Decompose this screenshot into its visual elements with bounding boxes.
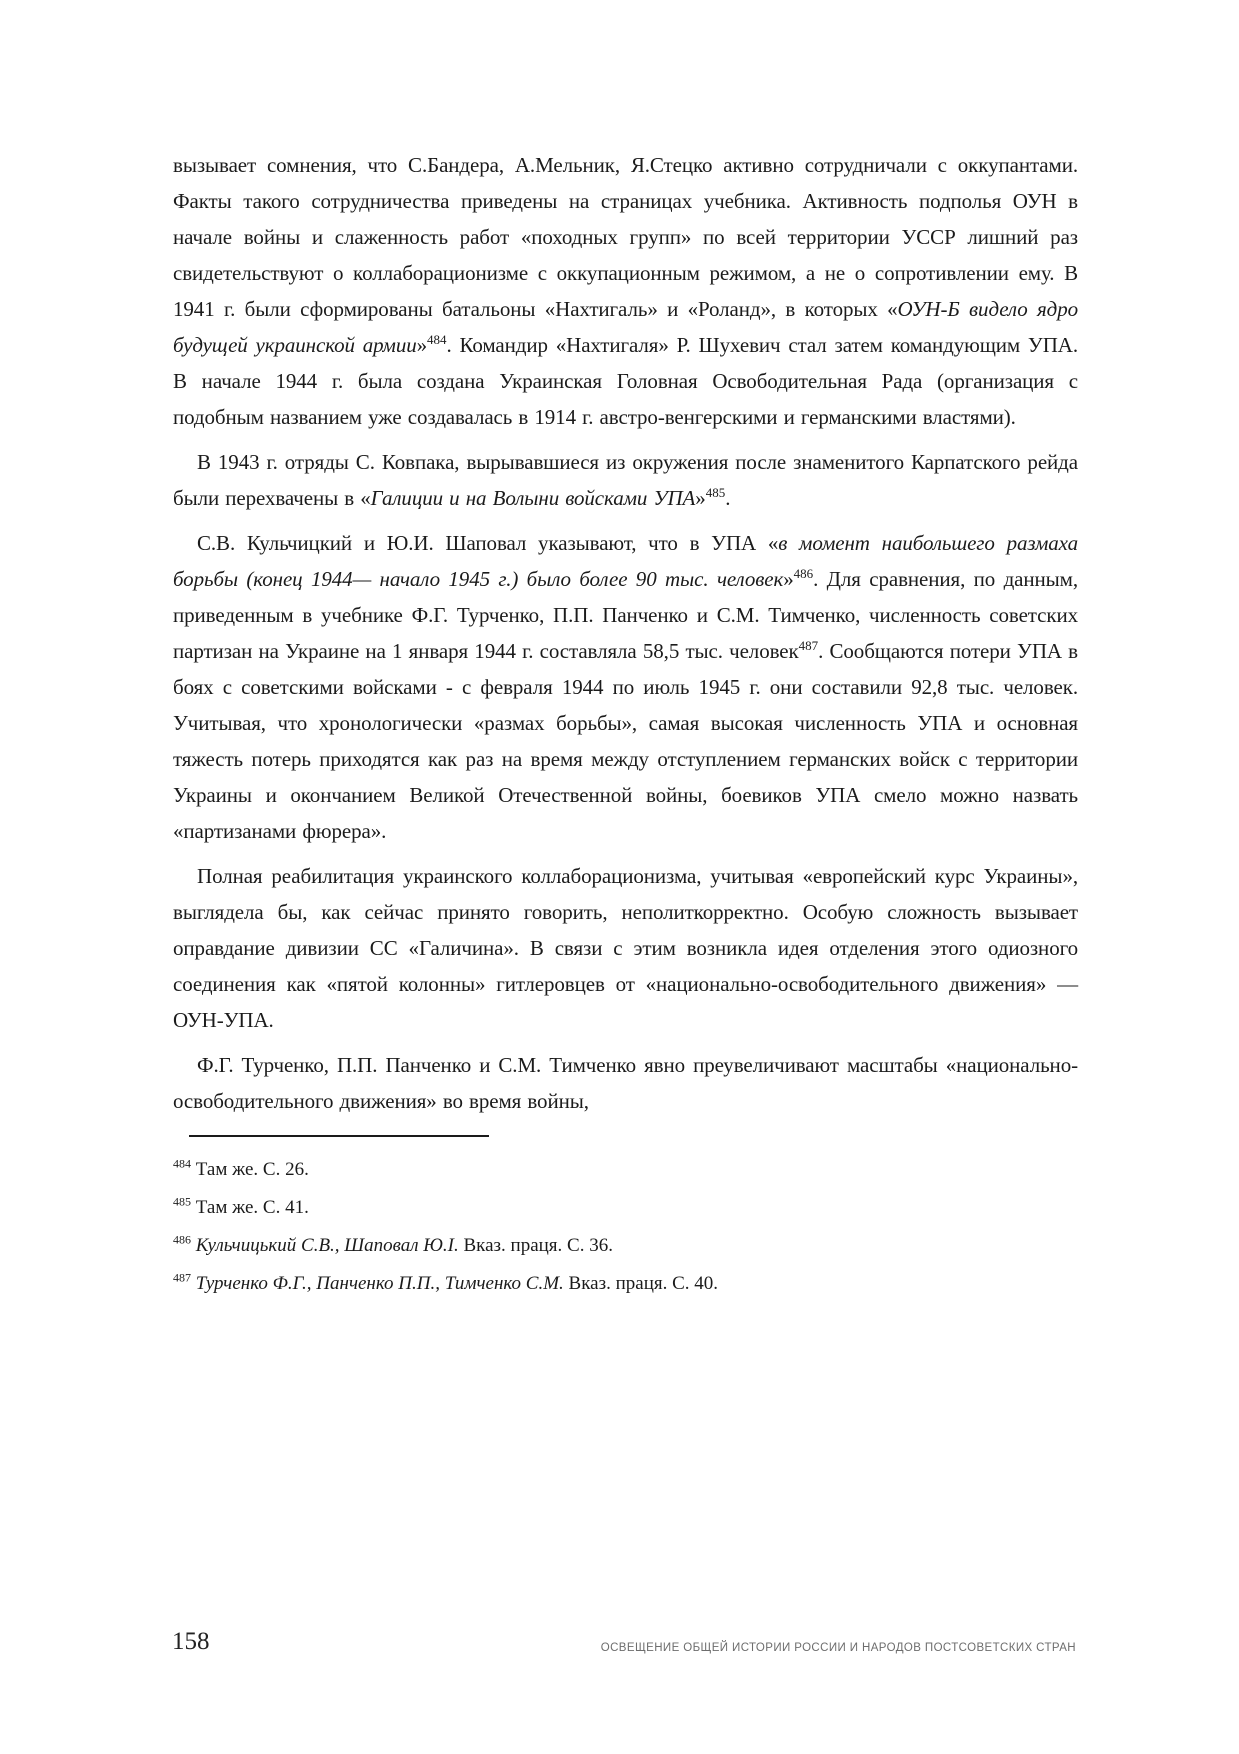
text-segment: Кульчицький С.В., Шаповал Ю.І. (195, 1235, 459, 1256)
text-segment: Там же. С. 41. (191, 1197, 309, 1218)
footnote-number: 486 (173, 1232, 191, 1247)
text-segment: Полная реабилитация украинского коллаборационизма, учитывая «европейский курс Украины», выглядела бы, как сейчас принято говорить, неполиткорректно. Особую сложность вызывает оправдание дивизии СС «Галичина». В связи с этим возникла идея отделения этого одиозного соединения как «пятой колонны» гитлеровцев от «национально-освободительного движения» — ОУН-УПА. (173, 864, 1078, 1032)
text-segment: в момент наибольшего размаха борьбы (конец 1944— начало 1945 г.) было более 90 тыс. человек (173, 531, 1078, 591)
footnote (173, 1265, 1078, 1303)
text-segment: Ф.Г. Турченко, П.П. Панченко и С.М. Тимченко явно преувеличивают масштабы «национально-освободительного движения» во время войны, (173, 1053, 1078, 1113)
paragraph (173, 1047, 1078, 1119)
footnote-number: 485 (173, 1194, 191, 1209)
text-segment: . (725, 486, 731, 510)
paragraph (173, 858, 1078, 1038)
footnote (173, 1227, 1078, 1265)
text-segment: Там же. С. 26. (191, 1159, 309, 1180)
text-segment: Вказ. праця. С. 36. (458, 1235, 613, 1256)
body-paragraphs (173, 147, 1078, 1119)
footnote-number: 487 (173, 1270, 191, 1285)
footnote-ref: 486 (793, 566, 814, 581)
paragraph (173, 444, 1078, 516)
running-footer: ОСВЕЩЕНИЕ ОБЩЕЙ ИСТОРИИ РОССИИ И НАРОДОВ ПОСТСОВЕТСКИХ СТРАН (600, 1642, 1076, 1654)
footnote-ref: 484 (427, 332, 447, 347)
text-segment: . Для сравнения, по данным, приведенным в учебнике Ф.Г. Турченко, П.П. Панченко и С.М. Тимченко, численность советских партизан на Украине на 1 января 1944 г. составляла 58,5 тыс. человек (173, 567, 1078, 663)
text-segment: Галиции и на Волыни войсками УПА (370, 486, 696, 510)
footnote (173, 1189, 1078, 1227)
page-body (173, 147, 1078, 1303)
footnotes-block (173, 1151, 1078, 1303)
text-segment: » (695, 486, 706, 510)
text-segment: С.В. Кульчицкий и Ю.И. Шаповал указывают, что в УПА « (197, 531, 779, 555)
text-segment: ОУН-Б видело ядро будущей украинской армии (173, 297, 1078, 357)
text-segment: Турченко Ф.Г., Панченко П.П., Тимченко С.М. (195, 1273, 564, 1294)
text-segment: » (783, 567, 794, 591)
footnote-ref: 487 (798, 638, 819, 653)
footnote-separator (189, 1135, 489, 1137)
footnote (173, 1151, 1078, 1189)
footnote-number: 484 (173, 1156, 191, 1171)
text-segment: . Командир «Нахтигаля» Р. Шухевич стал затем командующим УПА. В начале 1944 г. была создана Украинская Головная Освободительная Рада (организация с подобным названием уже создавалась в 1914 г. австро-венгерскими и германскими властями). (173, 333, 1078, 429)
page-number: 158 (172, 1628, 210, 1655)
text-segment: вызывает сомнения, что С.Бандера, А.Мельник, Я.Стецко активно сотрудничали с оккупантами. Факты такого сотрудничества приведены на страницах учебника. Активность подполья ОУН в начале войны и слаженность работ «походных групп» по всей территории УССР лишний раз свидетельствуют о коллаборационизме с оккупационным режимом, а не о сопротивлении ему. В 1941 г. были сформированы батальоны «Нахтигаль» и «Роланд», в которых « (173, 153, 1078, 321)
text-segment: В 1943 г. отряды С. Ковпака, вырывавшиеся из окружения после знаменитого Карпатского рейда были перехвачены в « (173, 450, 1078, 510)
text-segment: . Сообщаются потери УПА в боях с советскими войсками - с февраля 1944 по июль 1945 г. они составили 92,8 тыс. человек. Учитывая, что хронологически «размах борьбы», самая высокая численность УПА и основная тяжесть потерь приходятся как раз на время между отступлением германских войск с территории Украины и окончанием Великой Отечественной войны, боевиков УПА смело можно назвать «партизанами фюрера». (173, 639, 1078, 843)
footnote-ref: 485 (705, 485, 726, 500)
text-segment: Вказ. праця. С. 40. (563, 1273, 719, 1294)
text-segment: » (416, 333, 428, 357)
paragraph (173, 525, 1078, 849)
paragraph (173, 147, 1078, 435)
